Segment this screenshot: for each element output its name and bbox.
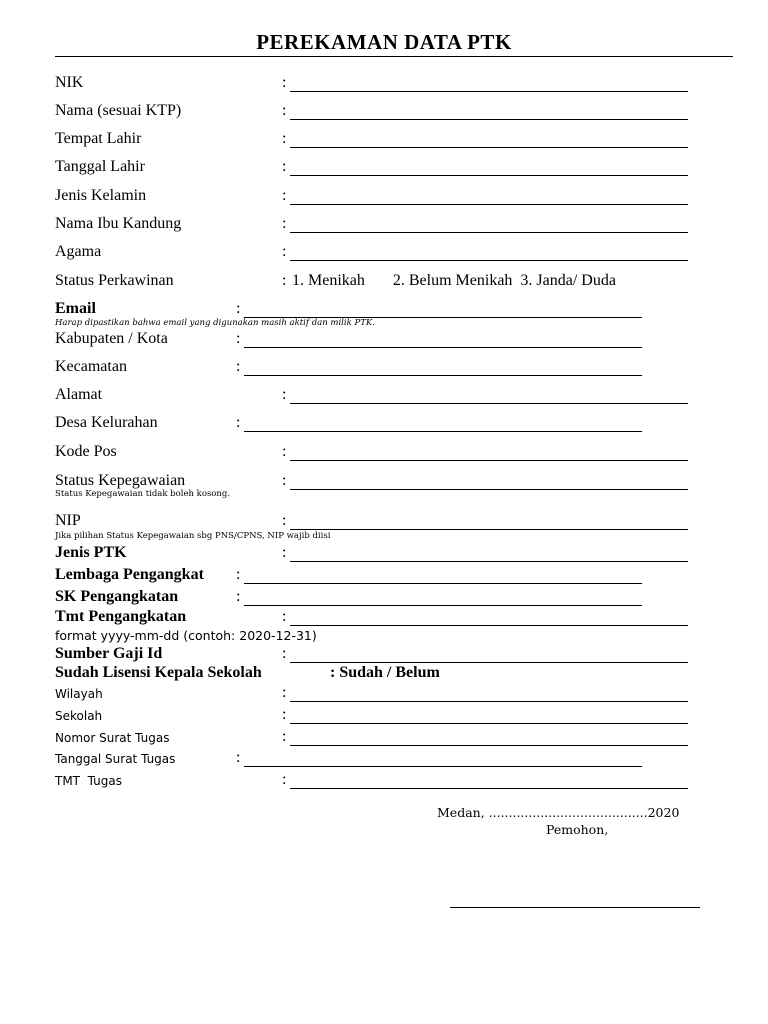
field-label: Sekolah (55, 709, 103, 723)
lembaga-input-line[interactable] (244, 583, 642, 584)
form-row-kecamatan (0, 358, 768, 378)
form-row-status-perkawinan (0, 272, 768, 292)
field-label: NIP (55, 512, 81, 529)
field-label: Status Kepegawaian (55, 472, 186, 489)
form-row-lisensi (0, 664, 768, 684)
field-label: Alamat (55, 386, 103, 403)
colon: : (282, 130, 287, 147)
form-row-jenis-kelamin (0, 187, 768, 207)
colon: : (236, 358, 241, 375)
field-label: Sudah Lisensi Kepala Sekolah (55, 664, 262, 681)
field-label: Nama Ibu Kandung (55, 215, 182, 232)
field-label: Nomor Surat Tugas (55, 731, 170, 745)
place-date-line: Medan, ........................................2020 (437, 805, 680, 820)
colon: : (282, 74, 287, 91)
marital-status-options[interactable]: 1. Menikah 2. Belum Menikah 3. Janda/ Duda (292, 272, 616, 289)
colon: : (282, 544, 287, 561)
form-row-sumber-gaji (0, 645, 768, 665)
nip-input-line[interactable] (290, 529, 688, 530)
form-row-kabupaten (0, 330, 768, 350)
tempat-lahir-input-line[interactable] (290, 147, 688, 148)
colon: : (282, 684, 287, 701)
alamat-input-line[interactable] (290, 403, 688, 404)
form-row-nama-ibu (0, 215, 768, 235)
colon: : (282, 608, 287, 625)
tanggal-lahir-input-line[interactable] (290, 175, 688, 176)
colon: : (236, 566, 241, 583)
nama-input-line[interactable] (290, 119, 688, 120)
field-label: Status Perkawinan (55, 272, 174, 289)
form-row-sk (0, 588, 768, 608)
tmt-tugas-input-line[interactable] (290, 788, 688, 789)
field-label: Sumber Gaji Id (55, 645, 163, 662)
lisensi-options[interactable]: : Sudah / Belum (330, 664, 440, 681)
field-label: Kode Pos (55, 443, 117, 460)
form-row-nip (0, 512, 768, 532)
colon: : (282, 187, 287, 204)
colon: : (282, 215, 287, 232)
form-row-lembaga (0, 566, 768, 586)
field-label: TMT Tugas (55, 774, 122, 788)
field-label: Lembaga Pengangkat (55, 566, 204, 583)
form-row-alamat (0, 386, 768, 406)
field-label: Jenis Kelamin (55, 187, 147, 204)
jenis-kelamin-input-line[interactable] (290, 204, 688, 205)
form-row-tempat-lahir (0, 130, 768, 150)
field-label: Wilayah (55, 687, 103, 701)
tmt-pengangkatan-input-line[interactable] (290, 625, 688, 626)
tanggal-surat-input-line[interactable] (244, 766, 642, 767)
colon: : (282, 272, 287, 289)
form-row-nomor-surat (0, 728, 768, 748)
colon: : (236, 749, 241, 766)
field-label: Tmt Pengangkatan (55, 608, 187, 625)
field-label: Nama (sesuai KTP) (55, 102, 182, 119)
kecamatan-input-line[interactable] (244, 375, 642, 376)
colon: : (282, 386, 287, 403)
colon: : (236, 588, 241, 605)
jenis-ptk-input-line[interactable] (290, 561, 688, 562)
form-row-wilayah (0, 684, 768, 704)
nip-note: Jika pilihan Status Kepegawaian sbg PNS/CPNS, NIP wajib diisi (55, 531, 331, 541)
form-row-tanggal-lahir (0, 158, 768, 178)
colon: : (236, 300, 241, 317)
signature-line[interactable] (450, 907, 700, 908)
field-label: NIK (55, 74, 84, 91)
nomor-surat-input-line[interactable] (290, 745, 688, 746)
sk-input-line[interactable] (244, 605, 642, 606)
form-row-kode-pos (0, 443, 768, 463)
email-note: Harap dipastikan bahwa email yang digunakan masih aktif dan milik PTK. (55, 318, 375, 328)
date-format-hint: format yyyy-mm-dd (contoh: 2020-12-31) (55, 628, 317, 643)
status-kepegawaian-note: Status Kepegawaian tidak boleh kosong. (55, 489, 231, 499)
kabupaten-input-line[interactable] (244, 347, 642, 348)
form-row-sekolah (0, 706, 768, 726)
field-label: Tempat Lahir (55, 130, 142, 147)
colon: : (236, 330, 241, 347)
form-row-tmt-pengangkatan (0, 608, 768, 628)
form-row-nik (0, 74, 768, 94)
applicant-label: Pemohon, (546, 822, 609, 837)
title-underline (55, 56, 733, 57)
colon: : (282, 243, 287, 260)
sekolah-input-line[interactable] (290, 723, 688, 724)
form-row-tanggal-surat (0, 749, 768, 769)
form-row-nama (0, 102, 768, 122)
nik-input-line[interactable] (290, 91, 688, 92)
colon: : (282, 158, 287, 175)
desa-input-line[interactable] (244, 431, 642, 432)
kode-pos-input-line[interactable] (290, 460, 688, 461)
agama-input-line[interactable] (290, 260, 688, 261)
field-label: SK Pengangkatan (55, 588, 179, 605)
status-kepegawaian-input-line[interactable] (290, 489, 688, 490)
colon: : (282, 706, 287, 723)
form-row-agama (0, 243, 768, 263)
field-label: Desa Kelurahan (55, 414, 158, 431)
field-label: Tanggal Surat Tugas (55, 752, 176, 766)
field-label: Email (55, 300, 96, 317)
colon: : (282, 102, 287, 119)
colon: : (236, 414, 241, 431)
field-label: Jenis PTK (55, 544, 127, 561)
form-row-email (0, 300, 768, 320)
colon: : (282, 728, 287, 745)
wilayah-input-line[interactable] (290, 701, 688, 702)
form-row-jenis-ptk (0, 544, 768, 564)
colon: : (282, 771, 287, 788)
nama-ibu-input-line[interactable] (290, 232, 688, 233)
form-row-tmt-tugas (0, 771, 768, 791)
field-label: Kecamatan (55, 358, 127, 375)
sumber-gaji-input-line[interactable] (290, 662, 688, 663)
colon: : (282, 443, 287, 460)
field-label: Kabupaten / Kota (55, 330, 168, 347)
colon: : (282, 472, 287, 489)
field-label: Tanggal Lahir (55, 158, 145, 175)
colon: : (282, 645, 287, 662)
colon: : (282, 512, 287, 529)
document-title: PEREKAMAN DATA PTK (256, 30, 512, 54)
field-label: Agama (55, 243, 102, 260)
form-row-desa (0, 414, 768, 434)
